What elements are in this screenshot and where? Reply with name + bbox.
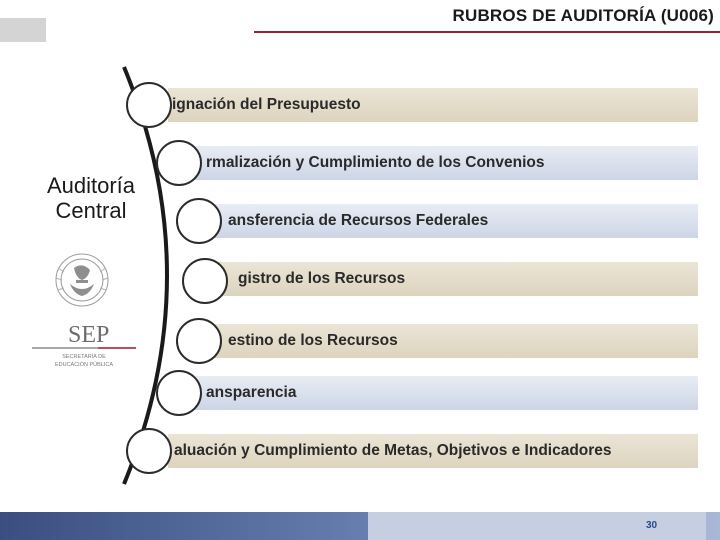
item-marker-circle [176, 318, 222, 364]
item-marker-circle [126, 428, 172, 474]
page-title: RUBROS DE AUDITORÍA (U006) [452, 6, 714, 25]
list-item [208, 324, 698, 358]
item-label: ansparencia [206, 384, 297, 401]
item-label: rmalización y Cumplimiento de los Convenios [206, 154, 545, 171]
item-marker-circle [176, 198, 222, 244]
item-marker-circle [156, 140, 202, 186]
sep-subtitle-1: SECRETARÍA DE [62, 354, 106, 360]
side-title: Auditoría Central [46, 173, 136, 223]
item-label: gistro de los Recursos [238, 270, 406, 287]
list-item [194, 146, 698, 180]
list-item [214, 262, 698, 296]
sep-subtitle-2: EDUCACIÓN PÚBLICA [54, 362, 114, 368]
list-item [208, 204, 698, 238]
item-label: estino de los Recursos [228, 332, 398, 349]
item-marker-circle [182, 258, 228, 304]
list-item [168, 434, 698, 468]
list-item [194, 376, 698, 410]
item-label: ignación del Presupuesto [172, 96, 361, 113]
item-label: ansferencia de Recursos Federales [228, 212, 489, 229]
list-item [168, 88, 698, 122]
item-marker-circle [156, 370, 202, 416]
item-label: aluación y Cumplimiento de Metas, Objetivos e Indicadores [174, 442, 612, 459]
page-number: 30 [646, 520, 658, 531]
sep-logo-text: SEP [68, 322, 110, 348]
item-marker-circle [126, 82, 172, 128]
